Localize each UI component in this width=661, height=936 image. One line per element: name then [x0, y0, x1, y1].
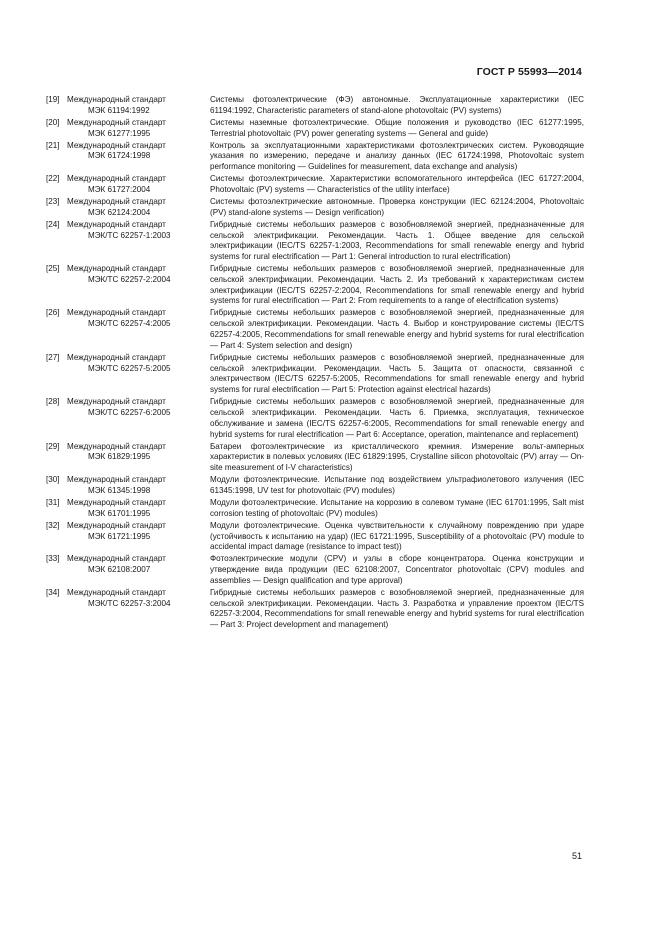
reference-description: Системы фотоэлектрические автономные. Проверка конструкции (IEC 62124:2004, Photovoltaic (PV) stand-alone systems — Design verification): [210, 196, 584, 217]
reference-standard: [67, 141, 210, 173]
reference-number: [29]: [46, 441, 60, 451]
reference-description: Системы наземные фотоэлектрические. Общие положения и руководство (IEC 61277:1995, Terrestrial photovoltaic (PV) power generating systems — General and guide): [210, 117, 584, 138]
reference-standard: [67, 197, 210, 219]
reference-number: [21]: [46, 140, 60, 150]
reference-entry: [46, 498, 584, 520]
reference-entry: [46, 197, 584, 219]
reference-standard: [67, 174, 210, 196]
reference-standard-label: Международный стандарт: [67, 308, 166, 318]
reference-standard-code: МЭК 61194:1992: [88, 105, 150, 115]
reference-standard: [67, 498, 210, 520]
reference-entry: [46, 308, 584, 351]
reference-standard: [67, 353, 210, 396]
reference-standard-label: Международный стандарт: [67, 587, 166, 597]
reference-standard-code: МЭК 61721:1995: [88, 531, 151, 541]
reference-description: Модули фотоэлектрические. Испытание на коррозию в солевом тумане (IEC 61701:1995, Salt mist corrosion testing of photovoltaic (PV) modules): [210, 497, 584, 518]
reference-entry: [46, 141, 584, 173]
reference-entry: [46, 397, 584, 440]
reference-description: Гибридные системы небольших размеров с возобновляемой энергией, предназначенные для сельской электрификации. Рекомендации. Часть 2. Из требований к характеристикам систем электрификации (IEC/TS 62257-2:2004, Recommendations for small renewable energy and hybrid systems for rural electrification — Part 2: From requirements to a range of electrification systems): [210, 264, 584, 306]
reference-standard: [67, 554, 210, 586]
reference-standard-code: МЭК 61277:1995: [88, 128, 151, 138]
reference-number: [25]: [46, 264, 60, 274]
reference-number: [34]: [46, 587, 60, 597]
reference-description: Батареи фотоэлектрические из кристаллического кремния. Измерение вольт-амперных характеристик в полевых условиях (IEC 61829:1995, Crystalline silicon photovoltaic (PV) array — On-site measurement of I-V characteristics): [210, 441, 584, 473]
reference-entry: [46, 220, 584, 263]
reference-number: [20]: [46, 117, 60, 127]
reference-standard-code: МЭК/ТС 62257-2:2004: [88, 274, 171, 284]
reference-entry: [46, 353, 584, 396]
reference-standard-label: Международный стандарт: [67, 520, 166, 530]
reference-standard-code: МЭК 61724:1998: [88, 151, 151, 161]
reference-standard-code: МЭК/ТС 62257-1:2003: [88, 230, 171, 240]
reference-entry: [46, 554, 584, 586]
reference-standard-label: Международный стандарт: [67, 140, 166, 150]
reference-description: Гибридные системы небольших размеров с возобновляемой энергией, предназначенные для сельской электрификации. Рекомендации. Часть 4. Выбор и конструирование системы (IEC/TS 62257-4:2005, Recommendations for small renewable energy and hybrid systems for rural electrification — Part 4: System selection and design): [210, 308, 584, 350]
reference-standard-code: МЭК 62124:2004: [88, 207, 151, 217]
reference-entry: [46, 95, 584, 117]
reference-number: [27]: [46, 352, 60, 362]
reference-standard-label: Международный стандарт: [67, 352, 166, 362]
reference-entry: [46, 442, 584, 474]
reference-standard-label: Международный стандарт: [67, 95, 166, 104]
reference-entry: [46, 521, 584, 553]
reference-standard: [67, 95, 210, 117]
reference-description: Модули фотоэлектрические. Испытание под воздействием ультрафиолетового излучения (IEC 61345:1998, UV test for photovoltaic (PV) modules): [210, 475, 584, 495]
reference-number: [31]: [46, 497, 60, 507]
reference-standard-code: МЭК 61345:1998: [88, 485, 151, 495]
reference-standard-code: МЭК/ТС 62257-6:2005: [88, 408, 171, 417]
reference-standard-code: МЭК/ТС 62257-4:2005: [88, 319, 171, 329]
reference-standard: [67, 521, 210, 553]
reference-number: [24]: [46, 219, 60, 229]
reference-standard-label: Международный стандарт: [67, 475, 166, 485]
reference-number: [23]: [46, 196, 60, 206]
reference-standard-label: Международный стандарт: [67, 397, 166, 407]
reference-standard: [67, 220, 210, 263]
reference-standard: [67, 442, 210, 474]
reference-entry: [46, 588, 584, 631]
reference-standard: [67, 588, 210, 631]
reference-number: [28]: [46, 397, 60, 407]
reference-standard-label: Международный стандарт: [67, 264, 166, 274]
reference-standard-code: МЭК/ТС 62257-3:2004: [88, 598, 171, 608]
reference-number: [33]: [46, 554, 60, 564]
reference-number: [19]: [46, 95, 60, 104]
reference-entry: [46, 264, 584, 307]
reference-standard-label: Международный стандарт: [67, 554, 166, 564]
reference-standard-label: Международный стандарт: [67, 441, 166, 451]
reference-standard: [67, 264, 210, 307]
reference-description: Гибридные системы небольших размеров с возобновляемой энергией, предназначенные для сельской электрификации. Рекомендации. Часть 3. Разработка и управление проектом (IEC/TS 62257-3:2004, Recommendations for small renewable energy and hybrid systems for rural electrification — Part 3: Project development and management): [210, 587, 584, 630]
reference-number: [22]: [46, 174, 60, 184]
reference-standard-code: МЭК 61701:1995: [88, 508, 151, 518]
reference-description: Системы фотоэлектрические (ФЭ) автономные. Эксплуатационные характеристики (IEC 61194:1992, Characteristic parameters of stand-alone photovoltaic (PV) systems): [210, 95, 584, 115]
reference-number: [26]: [46, 308, 60, 318]
reference-number: [32]: [46, 520, 60, 530]
reference-description: Контроль за эксплуатационными характеристиками фотоэлектрических систем. Руководящие указания по измерению, передаче и анализу данных (IEC 61724:1998, Photovoltaic system performance monitoring — Guidelines for measurement, data exchange and analysis): [210, 140, 584, 172]
reference-standard-label: Международный стандарт: [67, 196, 166, 206]
reference-standard-code: МЭК 62108:2007: [88, 565, 151, 575]
reference-standard-code: МЭК 61829:1995: [88, 452, 151, 462]
reference-standard-label: Международный стандарт: [67, 117, 166, 127]
reference-entry: [46, 118, 584, 140]
reference-description: Модули фотоэлектрические. Оценка чувствительности к случайному повреждению при ударе (устойчивость к испытанию на удар) (IEC 61721:1995, Susceptibility of a photovoltaic (PV) module to accidental impact damage (resistance to impact test)): [210, 520, 584, 552]
reference-description: Фотоэлектрические модули (CPV) и узлы в сборе концентратора. Оценка конструкции и утверждение вида продукции (IEC 62108:2007, Concentrator photovoltaic (CPV) modules and assemblies — Design qualification and type approval): [210, 554, 584, 585]
reference-number: [30]: [46, 475, 60, 485]
references-list: [46, 95, 584, 632]
reference-standard-code: МЭК 61727:2004: [88, 184, 151, 194]
reference-standard-label: Международный стандарт: [67, 219, 166, 229]
document-header-title: ГОСТ Р 55993—2014: [476, 66, 582, 78]
reference-description: Гибридные системы небольших размеров с возобновляемой энергией, предназначенные для сельской электрификации. Рекомендации. Часть 1. Общее введение для сельской электрификации (IEC/TS 62257-1:2003, Recommendations for small renewable energy and hybrid systems for rural electrification — Part 1: General introduction to rural electrification): [210, 219, 584, 262]
reference-description: Гибридные системы небольших размеров с возобновляемой энергией, предназначенные для сельской электрификации. Рекомендации. Часть 5. Защита от опасности, связанной с электричеством (IEC/TS 62257-5:2005, Recommendations for small renewable energy and hybrid systems for rural electrification — Part 5: Protection against electrical hazards): [210, 352, 584, 395]
reference-standard-code: МЭК/ТС 62257-5:2005: [88, 363, 171, 373]
reference-entry: [46, 475, 584, 497]
reference-standard-label: Международный стандарт: [67, 174, 166, 184]
reference-entry: [46, 174, 584, 196]
reference-description: Гибридные системы небольших размеров с возобновляемой энергией, предназначенные для сельской электрификации. Рекомендации. Часть 6. Приемка, эксплуатация, техническое обслуживание и замена (IEC/TS 62257-6:2005, Recommendations for small renewable energy and hybrid systems for rural electrification — Part 6: Acceptance, operation, maintenance and replacement): [210, 397, 584, 439]
page-number: 51: [571, 851, 582, 861]
reference-standard-label: Международный стандарт: [67, 497, 166, 507]
reference-standard: [67, 475, 210, 497]
reference-standard: [67, 397, 210, 440]
reference-standard: [67, 118, 210, 140]
reference-description: Системы фотоэлектрические. Характеристики вспомогательного интерфейса (IEC 61727:2004, Photovoltaic (PV) systems — Characteristics of the utility interface): [210, 174, 584, 194]
reference-standard: [67, 308, 210, 351]
